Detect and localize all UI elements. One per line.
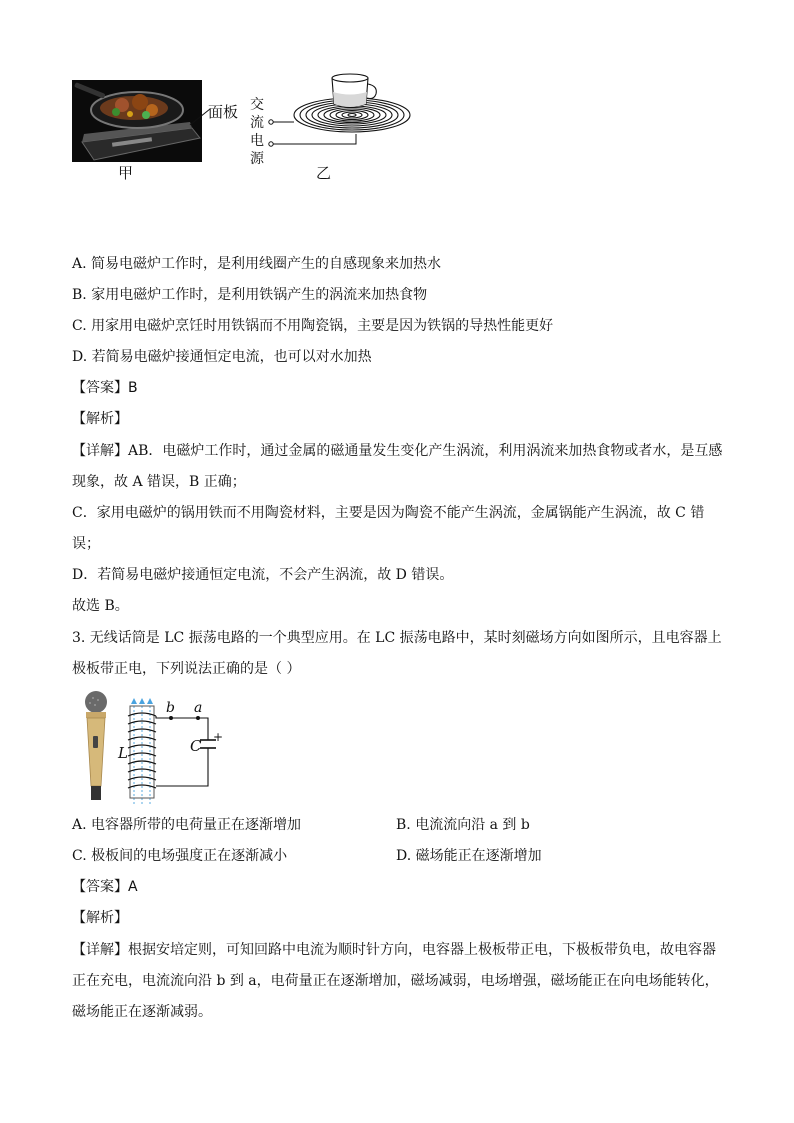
label-b: b [166, 700, 175, 716]
caption-yi: 乙 [316, 164, 332, 182]
induction-cooker-photo [72, 80, 202, 162]
ac-source-char-3: 电 [250, 133, 264, 149]
lc-circuit-figure [78, 688, 228, 806]
label-C: C [190, 737, 202, 755]
q3-stem-line-2: 极板带正电，下列说法正确的是（ ） [72, 661, 301, 677]
q3-option-a: A. 电容器所带的电荷量正在逐渐增加 [72, 817, 302, 833]
coil-diagram [266, 70, 416, 160]
label-L: L [118, 744, 128, 762]
q2-analysis-label: 【解析】 [72, 411, 128, 427]
q3-option-b: B. 电流流向沿 a 到 b [396, 817, 530, 833]
q2-detail-4: 误； [72, 536, 100, 552]
q2-detail-1: 【详解】AB．电磁炉工作时，通过金属的磁通量发生变化产生涡流，利用涡流来加热食物或者水，是互感 [72, 443, 723, 459]
q2-option-d: D. 若简易电磁炉接通恒定电流，也可以对水加热 [72, 349, 372, 365]
ac-source-char-2: 流 [250, 115, 264, 131]
microphone-icon [85, 691, 107, 800]
q2-option-b: B. 家用电磁炉工作时，是利用铁锅产生的涡流来加热食物 [72, 287, 428, 303]
q2-option-a: A. 简易电磁炉工作时，是利用线圈产生的自感现象来加热水 [72, 256, 442, 272]
q3-analysis-label: 【解析】 [72, 910, 128, 926]
ac-source-char-4: 源 [250, 151, 264, 167]
q2-detail-2: 现象，故 A 错误，B 正确； [72, 474, 246, 490]
caption-jia: 甲 [118, 164, 134, 182]
label-plus: + [213, 730, 224, 744]
cup-icon [332, 74, 376, 107]
q3-answer: 【答案】A [72, 879, 138, 895]
q2-detail-5: D．若简易电磁炉接通恒定电流，不会产生涡流，故 D 错误。 [72, 567, 454, 583]
q3-detail-2: 正在充电，电流流向沿 b 到 a，电荷量正在逐渐增加，磁场减弱，电场增强，磁场能正在向电场能转化， [72, 973, 719, 989]
q2-detail-3: C．家用电磁炉的锅用铁而不用陶瓷材料，主要是因为陶瓷不能产生涡流，金属锅能产生涡流，故 C 错 [72, 505, 705, 521]
q3-option-c: C. 极板间的电场强度正在逐渐减小 [72, 848, 288, 864]
q3-stem-line-1: 3. 无线话筒是 LC 振荡电路的一个典型应用。在 LC 振荡电路中，某时刻磁场方向如图所示，且电容器上 [72, 630, 722, 646]
ac-source-char-1: 交 [250, 97, 264, 113]
q2-option-c: C. 用家用电磁炉烹饪时用铁锅而不用陶瓷锅，主要是因为铁锅的导热性能更好 [72, 318, 554, 334]
q3-detail-1: 【详解】根据安培定则，可知回路中电流为顺时针方向，电容器上极板带正电，下极板带负电，故电容器 [72, 942, 716, 958]
panel-label: 面板 [208, 103, 239, 121]
q3-detail-3: 磁场能正在逐渐减弱。 [72, 1004, 212, 1020]
q2-answer: 【答案】B [72, 380, 138, 396]
q2-conclusion: 故选 B。 [72, 598, 129, 614]
label-a: a [194, 700, 203, 716]
q3-option-d: D. 磁场能正在逐渐增加 [396, 848, 542, 864]
